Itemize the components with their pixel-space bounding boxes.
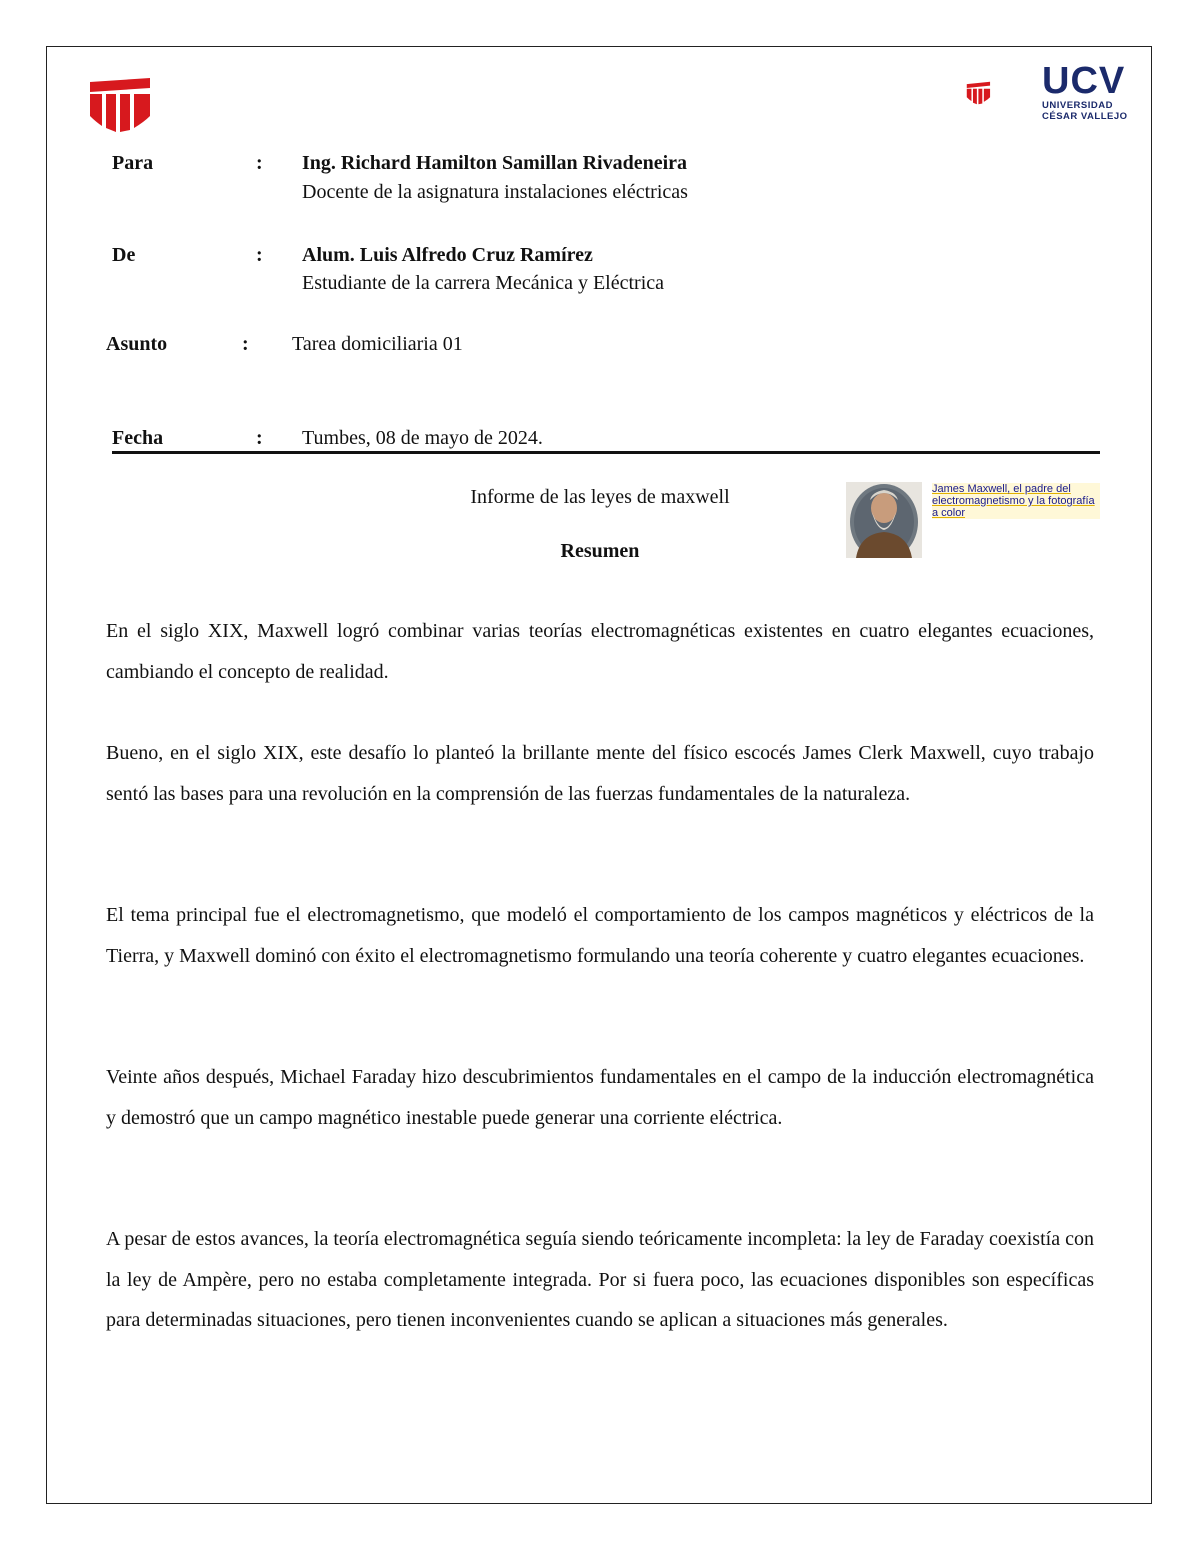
- portrait-image-icon: [846, 482, 922, 558]
- maxwell-portrait: [846, 482, 922, 558]
- de-colon: :: [256, 244, 263, 266]
- de-role: Estudiante de la carrera Mecánica y Eléctrica: [302, 272, 665, 294]
- ucv-logo-title: UCV: [1042, 60, 1126, 102]
- university-shield-icon: [86, 76, 154, 134]
- ucv-logo-text: [1042, 62, 1142, 122]
- fecha-colon: :: [256, 427, 263, 449]
- portrait-caption-link[interactable]: James Maxwell, el padre del electromagnetismo y la fotografía a color: [932, 483, 1100, 519]
- paragraph-3: El tema principal fue el electromagnetismo, que modeló el comportamiento de los campos magnéticos y eléctricos de la Tierra, y Maxwell dominó con éxito el electromagnetismo formulando una teoría coherente y cuatro elegantes ecuaciones.: [106, 904, 1094, 967]
- header-divider: [112, 451, 1100, 454]
- asunto-value: Tarea domiciliaria 01: [292, 333, 463, 355]
- para-colon: :: [256, 152, 263, 174]
- ucv-logo-line2: CÉSAR VALLEJO: [1042, 111, 1128, 122]
- fecha-label: Fecha: [112, 427, 164, 449]
- asunto-colon: :: [242, 333, 249, 355]
- para-role: Docente de la asignatura instalaciones eléctricas: [302, 181, 688, 203]
- fecha-value: Tumbes, 08 de mayo de 2024.: [302, 427, 543, 449]
- report-subtitle: Resumen: [560, 540, 640, 562]
- ucv-shield-icon: [966, 62, 1032, 124]
- paragraph-2: Bueno, en el siglo XIX, este desafío lo planteó la brillante mente del físico escocés James Clerk Maxwell, cuyo trabajo sentó las bases para una revolución en la comprensión de las fuerzas fundamentales de la naturaleza.: [106, 742, 1094, 805]
- paragraph-1: En el siglo XIX, Maxwell logró combinar varias teorías electromagnéticas existentes en cuatro elegantes ecuaciones, cambiando el concepto de realidad.: [106, 620, 1094, 683]
- paragraph-4: Veinte años después, Michael Faraday hizo descubrimientos fundamentales en el campo de la inducción electromagnética y demostró que un campo magnético inestable puede generar una corriente eléctrica.: [106, 1066, 1094, 1129]
- ucv-logo-line1: UNIVERSIDAD: [1042, 100, 1113, 111]
- asunto-label: Asunto: [106, 333, 168, 355]
- paragraph-5: A pesar de estos avances, la teoría electromagnética seguía siendo teóricamente incompleta: la ley de Faraday coexistía con la ley de Ampère, pero no estaba completamente integrada. Por si fuera poco, las ecuaciones disponibles son específicas para determinadas situaciones, pero tienen inconvenientes cuando se aplican a situaciones más generales.: [106, 1228, 1094, 1331]
- de-name: Alum. Luis Alfredo Cruz Ramírez: [302, 244, 593, 266]
- para-name: Ing. Richard Hamilton Samillan Rivadeneira: [302, 152, 688, 174]
- para-label: Para: [112, 152, 154, 174]
- de-label: De: [112, 244, 136, 266]
- report-title: Informe de las leyes de maxwell: [470, 486, 730, 508]
